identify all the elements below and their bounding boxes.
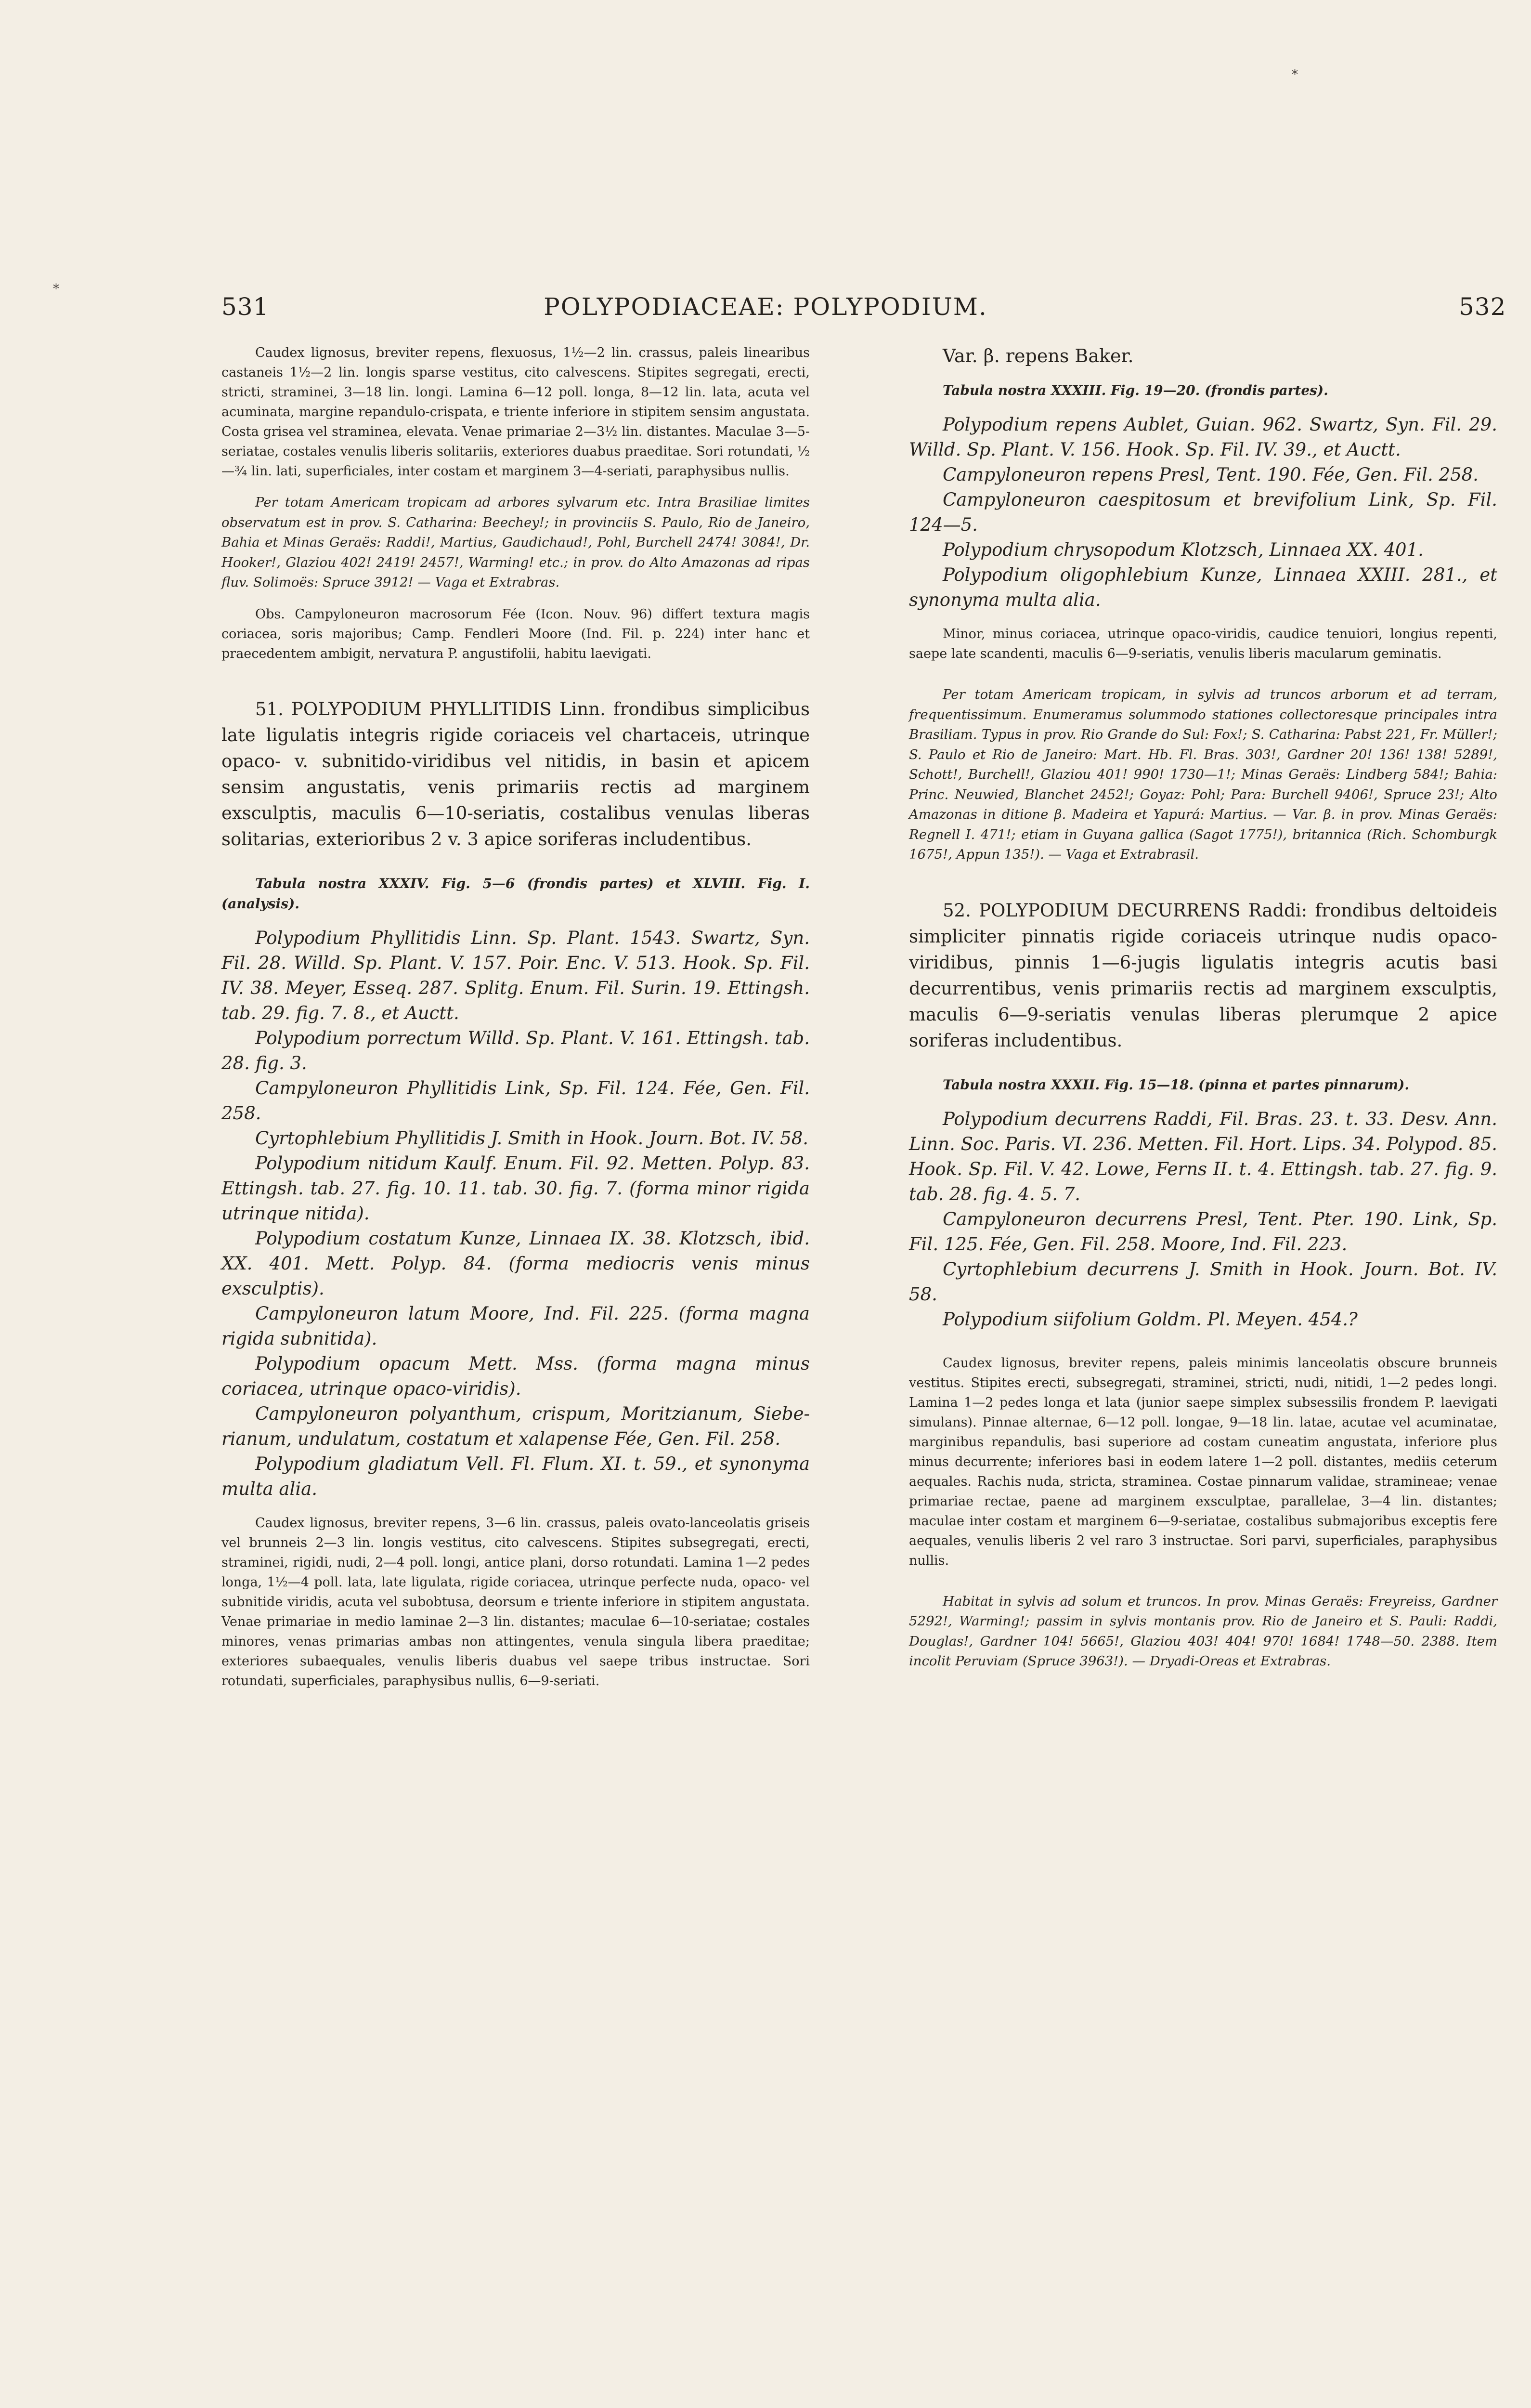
synonym-entry: Polypodium oligophlebium Kunze, Linnaea XXIII. 281., et synonyma multa alia. — [909, 564, 1497, 610]
synonym-entry: Campyloneuron latum Moore, Ind. Fil. 225. (forma magna rigida subnitida). — [221, 1303, 810, 1349]
synonym-entry: Polypodium repens Aublet, Guian. 962. Swartz, Syn. Fil. 29. Willd. Sp. Plant. V. 156. Hook. Sp. Fil. IV. 39., et Auctt. — [909, 414, 1497, 460]
synonym-entry: Polypodium decurrens Raddi, Fil. Bras. 23. t. 33. Desv. Ann. Linn. Soc. Paris. VI. 236. Metten. Fil. Hort. Lips. 34. Polypod. 85. Hook. Sp. Fil. V. 42. Lowe, Ferns II. t. 4. Ettingsh. tab. 27. fig. 9. tab. 28. fig. 4. 5. 7. — [909, 1108, 1497, 1204]
synonym-entry: Polypodium Phyllitidis Linn. Sp. Plant. 1543. Swartz, Syn. Fil. 28. Willd. Sp. Plant. V. 157. Poir. Enc. V. 513. Hook. Sp. Fil. IV. 38. Meyer, Esseq. 287. Splitg. Enum. Fil. Surin. 19. Ettingsh. tab. 29. fig. 7. 8., et Auctt. — [221, 927, 810, 1023]
synonym-entry: Cyrtophlebium decurrens J. Smith in Hook. Journ. Bot. IV. 58. — [909, 1258, 1497, 1305]
synonym-entry: Campyloneuron polyanthum, crispum, Moritzianum, Sieberianum, undulatum, costatum et xalapense Fée, Gen. Fil. 258. — [221, 1403, 810, 1449]
synonym-entry: Cyrtophlebium Phyllitidis J. Smith in Hook. Journ. Bot. IV. 58. — [255, 1127, 809, 1149]
species-heading-52: 52. POLYPODIUM DECURRENS Raddi: frondibus deltoideis simpliciter pinnatis rigide coriaceis utrinque nudis opaco-viridibus, pinnis 1—6-jugis ligulatis integris acutis basi decurrentibus, venis primariis rectis ad marginem exsculptis, maculis 6—9-seriatis venulas liberas plerumque 2 apice soriferas includentibus. — [909, 900, 1497, 1051]
corner-mark: * — [1292, 67, 1298, 82]
habitat-paragraph: Per totam Americam tropicam, in sylvis ad truncos arborum et ad terram, frequentissimum. Enumeramus solummodo stationes collectoresque principales intra Brasiliam. Typus in prov. Rio Grande do Sul: Fox!; S. Catharina: Pabst 221, Fr. Müller!; S. Paulo et Rio de Janeiro: Mart. Hb. Fl. Bras. 303!, Gardner 20! 136! 138! 5289!, Schott!, Burchell!, Glaziou 401! 990! 1730—1!; Minas Geraës: Lindberg 584!; Bahia: Princ. Neuwied, Blanchet 2452!; Goyaz: Pohl; Para: Burchell 9406!, Spruce 23!; Alto Amazonas in ditione β. Madeira et Yapurá: Martius. — Var. β. in prov. Minas Geraës: Regnell I. 471!; etiam in Guyana gallica (Sagot 1775!), britannica (Rich. Schomburgk 1675!, Appun 135!). — Vaga et Extrabrasil. — [909, 687, 1497, 862]
description-paragraph: Caudex lignosus, breviter repens, flexuosus, 1½—2 lin. crassus, paleis linearibus castaneis 1½—2 lin. longis sparse vestitus, cito calvescens. Stipites segregati, erecti, stricti, straminei, 3—18 lin. longi. Lamina 6—12 poll. longa, 8—12 lin. lata, acuta vel acuminata, margine repandulo-crispata, e triente inferiore in stipitem sensim angustata. Costa grisea vel straminea, elevata. Venae primariae 2—3½ lin. distantes. Maculae 3—5-seriatae, costales venulis liberis solitariis, exteriores duabus praeditae. Sori rotundati, ½—¾ lin. lati, superficiales, inter costam et marginem 3—4-seriati, paraphysibus nullis. — [221, 345, 810, 479]
synonym-entry: Campyloneuron caespitosum et brevifolium Link, Sp. Fil. 124—5. — [909, 489, 1497, 535]
habitat-paragraph: Habitat in sylvis ad solum et truncos. In prov. Minas Geraës: Freyreiss, Gardner 5292!, Warming!; passim in sylvis montanis prov. Rio de Janeiro et S. Pauli: Raddi, Douglas!, Gardner 104! 5665!, Glaziou 403! 404! 970! 1684! 1748—50. 2388. Item incolit Peruviam (Spruce 3963!). — Dryadi-Oreas et Extrabras. — [909, 1593, 1497, 1669]
right-column — [909, 343, 1497, 1672]
synonym-entry: Polypodium nitidum Kaulf. Enum. Fil. 92. Metten. Polyp. 83. Ettingsh. tab. 27. fig. 10. 11. tab. 30. fig. 7. (forma minor rigida utrinque nitida). — [221, 1152, 810, 1224]
synonym-entry: Campyloneuron decurrens Presl, Tent. Pter. 190. Link, Sp. Fil. 125. Fée, Gen. Fil. 258. Moore, Ind. Fil. 223. — [909, 1208, 1497, 1255]
margin-mark: * — [53, 282, 59, 296]
synonym-entry: Polypodium gladiatum Vell. Fl. Flum. XI. t. 59., et synonyma multa alia. — [221, 1453, 810, 1499]
synonym-entry: Campyloneuron repens Presl, Tent. 190. Fée, Gen. Fil. 258. — [943, 464, 1479, 485]
description-paragraph: Caudex lignosus, breviter repens, 3—6 lin. crassus, paleis ovato-lanceolatis griseis vel brunneis 2—3 lin. longis vestitus, cito calvescens. Stipites subsegregati, erecti, straminei, rigidi, nudi, 2—4 poll. longi, antice plani, dorso rotundati. Lamina 1—2 pedes longa, 1½—4 poll. lata, late ligulata, rigide coriacea, utrinque perfecte nuda, opaco- vel subnitide viridis, acuta vel subobtusa, deorsum e triente inferiore in stipitem angustata. Venae primariae in medio laminae 2—3 lin. distantes; maculae 6—10-seriatae; costales minores, venas primarias ambas non attingentes, venula singula libera praeditae; exteriores subaequales, venulis liberis duabus vel saepe tribus instructae. Sori rotundati, superficiales, paraphysibus nullis, 6—9-seriati. — [221, 1515, 810, 1688]
description-paragraph: Minor, minus coriacea, utrinque opaco-viridis, caudice tenuiori, longius repenti, saepe late scandenti, maculis 6—9-seriatis, venulis liberis macularum geminatis. — [909, 627, 1497, 661]
plate-reference-var: Tabula nostra XXXIII. Fig. 19—20. (frondis partes). — [943, 382, 1328, 398]
plate-reference-52: Tabula nostra XXXII. Fig. 15—18. (pinna et partes pinnarum). — [943, 1076, 1410, 1093]
synonym-entry: Polypodium chrysopodum Klotzsch, Linnaea XX. 401. — [943, 539, 1424, 560]
variety-heading: Var. β. repens Baker. — [943, 345, 1134, 366]
observation-paragraph: Obs. Campyloneuron macrosorum Fée (Icon. Nouv. 96) differt textura magis coriacea, soris majoribus; Camp. Fendleri Moore (Ind. Fil. p. 224) inter hanc et praecedentem ambigit, nervatura P. angustifolii, habitu laevigati. — [221, 606, 810, 661]
synonym-entry: Polypodium siifolium Goldm. Pl. Meyen. 454.? — [943, 1309, 1358, 1330]
species-heading-51: 51. POLYPODIUM PHYLLITIDIS Linn. frondibus simplicibus late ligulatis integris rigide coriaceis vel chartaceis, utrinque opaco- v. subnitido-viridibus vel nitidis, in basin et apicem sensim angustatis, venis primariis rectis ad marginem exsculptis, maculis 6—10-seriatis, costalibus venulas liberas solitarias, exterioribus 2 v. 3 apice soriferas includentibus. — [221, 698, 810, 850]
page-number-right: 532 — [1459, 293, 1506, 321]
synonym-entry: Polypodium porrectum Willd. Sp. Plant. V. 161. Ettingsh. tab. 28. fig. 3. — [221, 1027, 810, 1073]
page-number-left: 531 — [221, 293, 269, 321]
habitat-paragraph: Per totam Americam tropicam ad arbores sylvarum etc. Intra Brasiliae limites observatum est in prov. S. Catharina: Beechey!; in provinciis S. Paulo, Rio de Janeiro, Bahia et Minas Geraës: Raddi!, Martius, Gaudichaud!, Pohl, Burchell 2474! 3084!, Dr. Hooker!, Glaziou 402! 2419! 2457!, Warming! etc.; in prov. do Alto Amazonas ad ripas fluv. Solimoës: Spruce 3912! — Vaga et Extrabras. — [221, 495, 810, 590]
description-paragraph: Caudex lignosus, breviter repens, paleis minimis lanceolatis obscure brunneis vestitus. Stipites erecti, subsegregati, straminei, stricti, nudi, nitidi, 1—2 pedes longi. Lamina 1—2 pedes longa et lata (junior saepe simplex subsessilis frondem P. laevigati simulans). Pinnae alternae, 6—12 poll. longae, 9—18 lin. latae, acutae vel acuminatae, marginibus repandulis, basi superiore ad costam cuneatim angustata, inferiore plus minus decurrente; inferiores basi in eodem latere 1—2 poll. distantes, mediis ceterum aequales. Rachis nuda, stricta, straminea. Costae pinnarum validae, stramineae; venae primariae rectae, paene ad marginem exsculptae, parallelae, 3—4 lin. distantes; maculae inter costam et marginem 6—9-seriatae, costalibus submajoribus exceptis fere aequales, venulis liberis 2 vel raro 3 instructae. Sori parvi, superficiales, paraphysibus nullis. — [909, 1355, 1497, 1568]
synonym-entry: Polypodium opacum Mett. Mss. (forma magna minus coriacea, utrinque opaco-viridis). — [221, 1353, 810, 1399]
left-column — [221, 343, 810, 1691]
synonym-entry: Polypodium costatum Kunze, Linnaea IX. 38. Klotzsch, ibid. XX. 401. Mett. Polyp. 84. (forma mediocris venis minus exsculptis). — [221, 1228, 810, 1299]
synonym-entry: Campyloneuron Phyllitidis Link, Sp. Fil. 124. Fée, Gen. Fil. 258. — [221, 1077, 810, 1124]
running-title: POLYPODIACEAE: POLYPODIUM. — [544, 293, 987, 321]
plate-reference-51: Tabula nostra XXXIV. Fig. 5—6 (frondis partes) et XLVIII. Fig. I. (analysis). — [221, 875, 810, 912]
